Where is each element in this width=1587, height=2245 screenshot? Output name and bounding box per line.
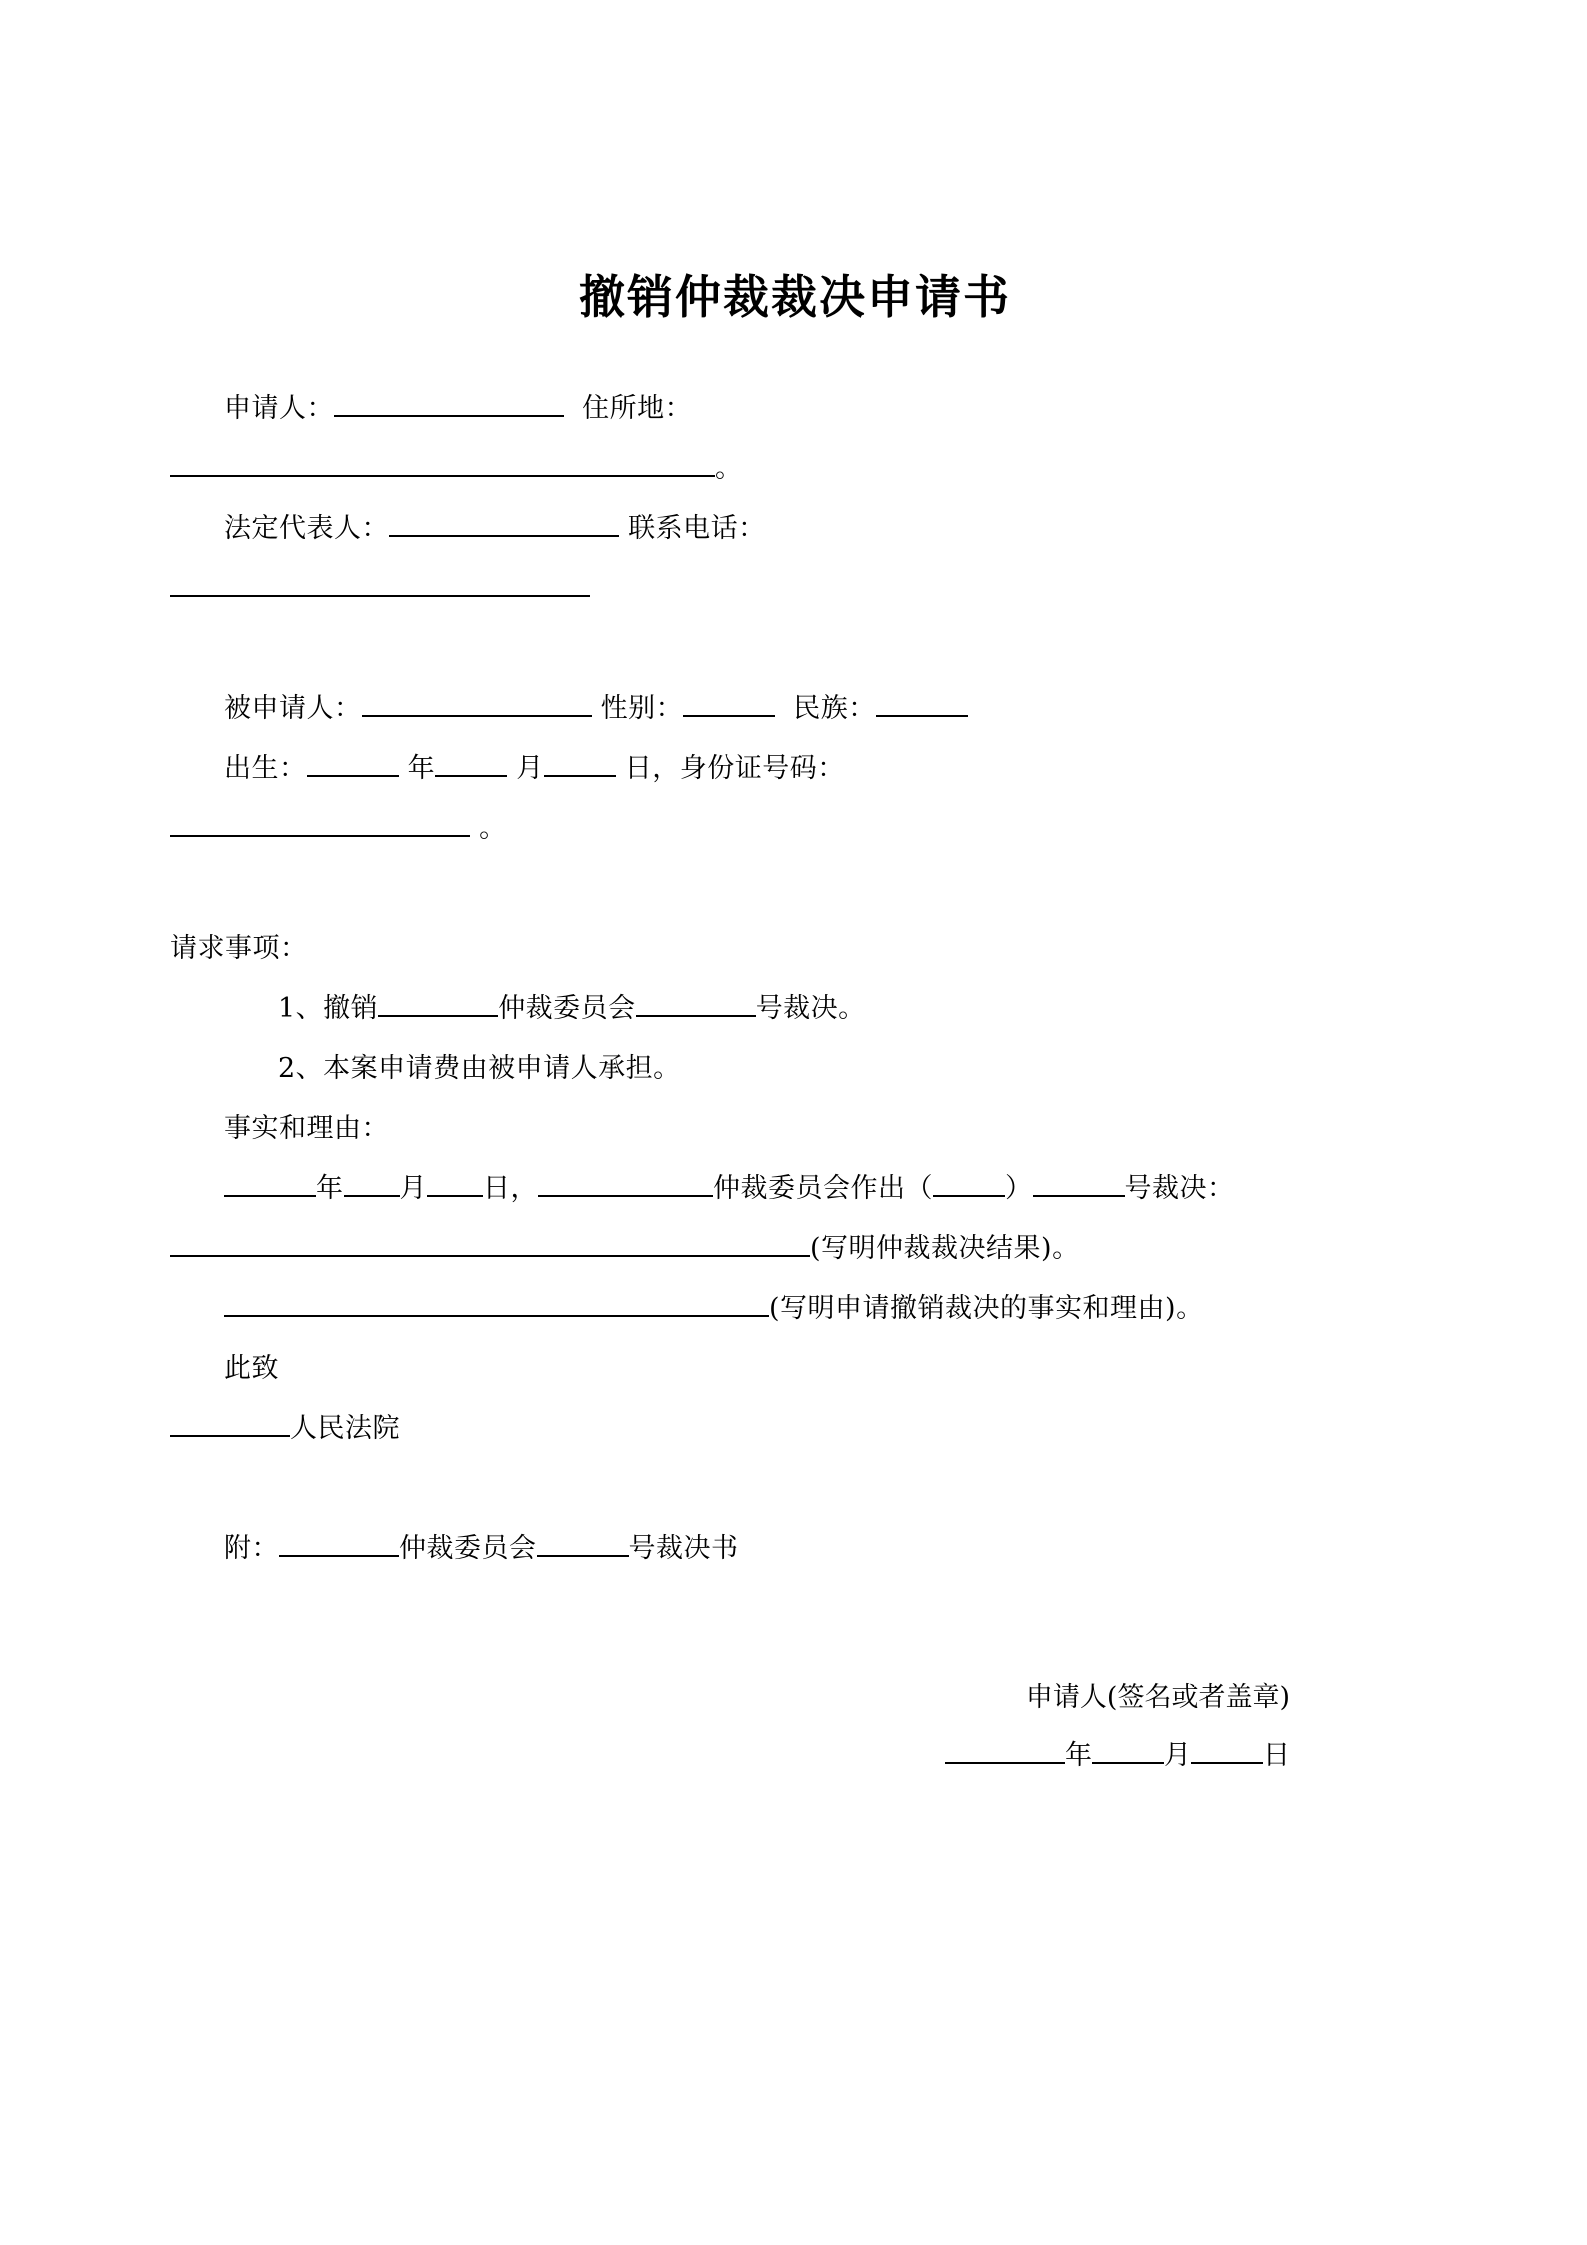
legal-rep-field[interactable] — [389, 511, 619, 537]
facts-commission-text: 仲裁委员会作出（ — [713, 1173, 933, 1205]
request-item-1-mid: 仲裁委员会 — [498, 993, 636, 1025]
facts-paren-close: ） — [1005, 1173, 1033, 1205]
facts-line-2 — [170, 1219, 1420, 1279]
request-item-1-prefix: 1、撤销 — [278, 993, 379, 1025]
applicant-address-field[interactable] — [170, 451, 715, 477]
birth-month-unit: 月 — [516, 753, 544, 785]
phone-label: 联系电话： — [628, 513, 766, 545]
requests-section — [170, 919, 1420, 1099]
applicant-name-row — [170, 379, 1420, 439]
document-sheet — [170, 0, 1420, 1785]
respondent-birth-row — [170, 739, 1420, 799]
attachment-award-field[interactable] — [537, 1531, 629, 1557]
respondent-name-field[interactable] — [362, 691, 592, 717]
signature-year-unit: 年 — [1065, 1740, 1092, 1772]
attachment-label: 附： — [224, 1533, 279, 1565]
birth-year-field[interactable] — [307, 751, 399, 777]
facts-result-note: (写明仲裁裁决结果)。 — [810, 1233, 1080, 1265]
signature-date-row — [170, 1727, 1290, 1785]
applicant-name-field[interactable] — [334, 391, 564, 417]
section-spacer-1 — [170, 619, 1420, 679]
applicant-address-label: 住所地： — [582, 393, 693, 425]
facts-award-year-field[interactable] — [933, 1171, 1005, 1197]
facts-result-field[interactable] — [170, 1231, 810, 1257]
phone-field[interactable] — [170, 571, 590, 597]
birth-month-field[interactable] — [435, 751, 507, 777]
request-item-1-commission-field[interactable] — [378, 991, 498, 1017]
respondent-gender-label: 性别： — [600, 693, 684, 725]
signature-month-field[interactable] — [1092, 1738, 1164, 1764]
birth-day-field[interactable] — [544, 751, 616, 777]
facts-reason-note: (写明申请撤销裁决的事实和理由)。 — [769, 1293, 1204, 1325]
applicant-section — [170, 379, 1420, 619]
signature-day-unit: 日 — [1263, 1740, 1290, 1772]
request-item-1-award-field[interactable] — [636, 991, 756, 1017]
closing-section — [170, 1339, 1420, 1459]
phone-row — [170, 559, 1420, 619]
applicant-address-row — [170, 439, 1420, 499]
attachment-mid-label: 仲裁委员会 — [399, 1533, 537, 1565]
section-spacer-3 — [170, 1459, 1420, 1519]
signature-day-field[interactable] — [1191, 1738, 1263, 1764]
respondent-id-label: 身份证号码： — [679, 753, 845, 785]
title-spacer — [170, 325, 1420, 379]
signature-section — [170, 1669, 1420, 1785]
facts-year-field[interactable] — [224, 1171, 316, 1197]
facts-commission-field[interactable] — [538, 1171, 713, 1197]
respondent-id-end-mark: 。 — [479, 813, 507, 845]
court-suffix-label: 人民法院 — [290, 1413, 400, 1445]
respondent-birth-label: 出生： — [224, 753, 307, 785]
closing-salute: 此致 — [224, 1353, 279, 1385]
facts-year-unit: 年 — [316, 1173, 344, 1205]
attachment-commission-field[interactable] — [279, 1531, 399, 1557]
respondent-ethnicity-field[interactable] — [876, 691, 968, 717]
signature-label: 申请人(签名或者盖章) — [1025, 1682, 1290, 1714]
facts-reason-field[interactable] — [224, 1291, 769, 1317]
facts-month-field[interactable] — [344, 1171, 400, 1197]
legal-rep-label: 法定代表人： — [224, 513, 389, 545]
attachment-suffix-label: 号裁决书 — [628, 1533, 739, 1565]
respondent-gender-field[interactable] — [683, 691, 775, 717]
page-title: 撤销仲裁裁决申请书 — [579, 270, 1011, 324]
birth-year-unit: 年 — [407, 753, 436, 785]
signature-month-unit: 月 — [1164, 1740, 1191, 1772]
facts-award-suffix: 号裁决： — [1124, 1173, 1235, 1205]
respondent-section — [170, 679, 1420, 859]
section-spacer-2 — [170, 859, 1420, 919]
section-spacer-5 — [170, 1639, 1420, 1669]
request-item-1-suffix: 号裁决。 — [755, 993, 866, 1025]
facts-month-unit: 月 — [399, 1173, 427, 1205]
applicant-name-label: 申请人： — [224, 393, 334, 425]
facts-heading: 事实和理由： — [224, 1113, 389, 1145]
request-item-1 — [170, 979, 1420, 1039]
attachment-row — [170, 1519, 1420, 1579]
facts-day-field[interactable] — [427, 1171, 483, 1197]
court-name-field[interactable] — [170, 1411, 290, 1437]
respondent-name-row — [170, 679, 1420, 739]
respondent-id-field[interactable] — [170, 811, 470, 837]
facts-line-3 — [170, 1279, 1420, 1339]
respondent-id-row — [170, 799, 1420, 859]
section-spacer-4 — [170, 1579, 1420, 1639]
legal-rep-row — [170, 499, 1420, 559]
respondent-ethnicity-label: 民族： — [793, 693, 876, 725]
facts-line-1 — [170, 1159, 1420, 1219]
facts-section — [170, 1099, 1420, 1339]
facts-award-number-field[interactable] — [1033, 1171, 1125, 1197]
facts-day-unit: 日， — [483, 1173, 538, 1205]
applicant-address-end-mark: 。 — [715, 453, 743, 485]
requests-heading: 请求事项： — [170, 933, 308, 965]
birth-day-unit: 日， — [624, 753, 680, 785]
respondent-name-label: 被申请人： — [224, 693, 362, 725]
closing-court-row — [170, 1399, 1420, 1459]
signature-year-field[interactable] — [945, 1738, 1065, 1764]
request-item-2: 2、本案申请费由被申请人承担。 — [278, 1053, 681, 1085]
